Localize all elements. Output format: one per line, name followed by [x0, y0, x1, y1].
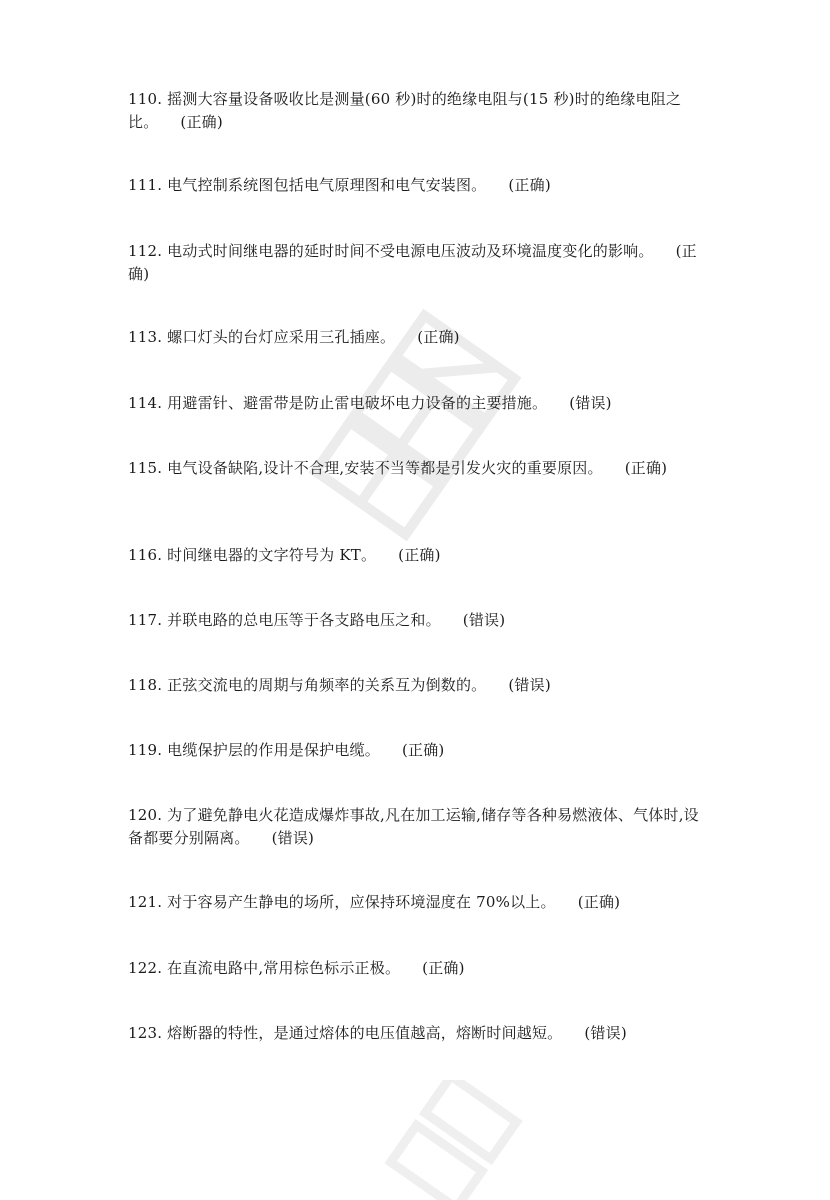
question-114: [128, 392, 708, 415]
question-answer: (正确): [128, 242, 697, 283]
question-answer: (错误): [508, 676, 551, 694]
question-text: 电缆保护层的作用是保护电缆。: [167, 741, 380, 759]
question-116: [128, 544, 708, 567]
question-text: 正弦交流电的周期与角频率的关系互为倒数的。: [167, 676, 487, 694]
question-answer: (正确): [577, 893, 621, 911]
question-121: [128, 891, 708, 914]
question-number: 122.: [128, 959, 163, 977]
question-text: 摇测大容量设备吸收比是测量(60 秒)时的绝缘电阻与(15 秒)时的绝缘电阻之比。: [128, 90, 682, 131]
question-number: 121.: [128, 893, 163, 911]
question-119: [128, 739, 708, 762]
question-text: 在直流电路中,常用棕色标示正极。: [167, 959, 401, 977]
question-answer: (正确): [180, 113, 223, 131]
question-text: 熔断器的特性，是通过熔体的电压值越高，熔断时间越短。: [167, 1024, 563, 1042]
question-120: [128, 804, 708, 850]
question-text: 时间继电器的文字符号为 KT。: [167, 546, 377, 564]
question-number: 115.: [128, 459, 163, 477]
question-text: 并联电路的总电压等于各支路电压之和。: [167, 611, 441, 629]
question-number: 120.: [128, 806, 163, 824]
question-text: 对于容易产生静电的场所，应保持环境湿度在 70%以上。: [167, 893, 556, 911]
question-answer: (正确): [398, 546, 441, 564]
question-number: 111.: [128, 176, 163, 194]
question-110: [128, 88, 708, 134]
question-text: 用避雷针、避雷带是防止雷电破坏电力设备的主要措施。: [167, 394, 548, 412]
question-answer: (错误): [569, 394, 612, 412]
question-answer: (错误): [462, 611, 506, 629]
question-number: 110.: [128, 90, 163, 108]
question-answer: (错误): [271, 829, 315, 847]
question-number: 113.: [128, 328, 163, 346]
question-number: 118.: [128, 676, 163, 694]
question-text: 电动式时间继电器的延时时间不受电源电压波动及环境温度变化的影响。: [167, 242, 654, 260]
question-number: 123.: [128, 1024, 163, 1042]
question-text: 为了避免静电火花造成爆炸事故,凡在加工运输,储存等各种易燃液体、气体时,设备都要分别隔离。: [128, 806, 699, 847]
question-123: [128, 1022, 708, 1045]
question-text: 电气设备缺陷,设计不合理,安装不当等都是引发火灾的重要原因。: [167, 459, 603, 477]
question-answer: (正确): [624, 459, 668, 477]
question-number: 119.: [128, 741, 163, 759]
question-number: 117.: [128, 611, 163, 629]
question-number: 114.: [128, 394, 163, 412]
question-112: [128, 240, 708, 286]
question-122: [128, 957, 708, 980]
watermark-logo-bottom: [380, 1080, 530, 1200]
question-text: 电气控制系统图包括电气原理图和电气安装图。: [167, 176, 487, 194]
question-111: [128, 174, 708, 197]
question-answer: (正确): [422, 959, 465, 977]
question-answer: (正确): [401, 741, 445, 759]
question-113: [128, 326, 708, 349]
question-number: 112.: [128, 242, 163, 260]
question-answer: (错误): [584, 1024, 627, 1042]
question-118: [128, 674, 708, 697]
question-117: [128, 609, 708, 632]
question-text: 螺口灯头的台灯应采用三孔插座。: [167, 328, 396, 346]
question-answer: (正确): [508, 176, 551, 194]
question-answer: (正确): [417, 328, 460, 346]
question-number: 116.: [128, 546, 163, 564]
question-115: [128, 457, 708, 480]
